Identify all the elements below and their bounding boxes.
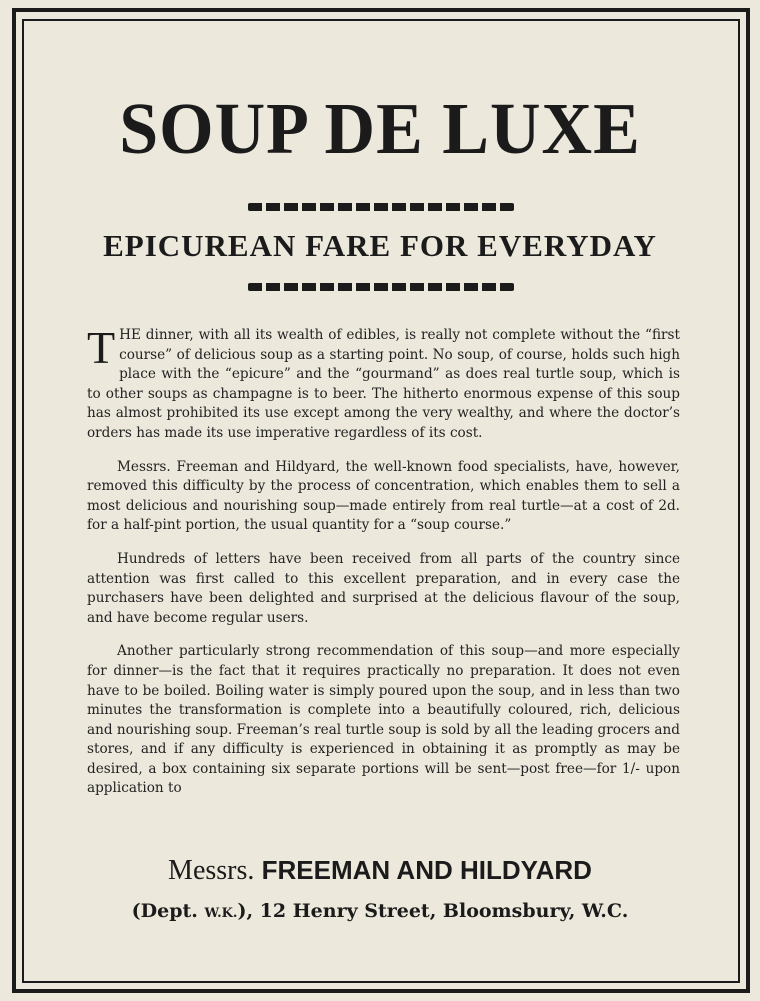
ad-subtitle: EPICUREAN FARE FOR EVERYDAY (103, 228, 657, 263)
decorative-rule-top (248, 203, 514, 211)
paragraph-3: Hundreds of letters have been received from all parts of the country since attention was first called to this excellent preparation, and in every case the purchasers have been delighted and surprised at the delicious flavour of the soup, and have become regular users. (87, 550, 680, 626)
paragraph-4: Another particularly strong recommendation of this soup—and more especially for dinner—is the fact that it requires practically no preparation. It does not even have to be boiled. Boiling water is simply poured upon the soup, and in less than two minutes the transformation is complete into a beautifully coloured, rich, delicious and nourishing soup. Freeman’s real turtle soup is sold by all the leading grocers and stores, and if any difficulty is experienced in obtaining it as promptly as may be desired, a box containing six separate portions will be sent—post free—for 1/- upon application to (87, 643, 680, 797)
dept-code: W.K. (204, 906, 238, 921)
paragraph-1 (87, 322, 680, 444)
drop-cap: T (87, 322, 116, 373)
contact-address (30, 897, 730, 928)
decorative-rule-bottom (248, 283, 514, 291)
contact-prefix: Messrs. (168, 855, 255, 886)
address-open: (Dept. (131, 900, 198, 922)
contact-company (30, 852, 730, 889)
company-name: FREEMAN AND HILDYARD (261, 855, 592, 885)
ad-title: SOUP DE LUXE (119, 89, 641, 170)
ad-body (87, 322, 680, 813)
paragraph-2: Messrs. Freeman and Hildyard, the well-known food specialists, have, however, removed this difficulty by the process of concentration, which enables them to sell a most delicious and nourishing soup—made entirely from real turtle—at a cost of 2d. for a half-pint portion, the usual quantity for a “soup course.” (87, 458, 680, 534)
address-rest: ), 12 Henry Street, Bloomsbury, W.C. (237, 900, 629, 922)
paragraph-1-text: HE dinner, with all its wealth of edibles, is really not complete without the “first course” of delicious soup as a starting point. No soup, of course, holds such high place with the “epicure” and the “gourmand” as does real turtle soup, which is to other soups as champagne is to beer. The hitherto enormous expense of this soup has almost prohibited its use except among the very wealthy, and where the doctor’s orders has made its use imperative regardless of its cost. (87, 327, 680, 441)
